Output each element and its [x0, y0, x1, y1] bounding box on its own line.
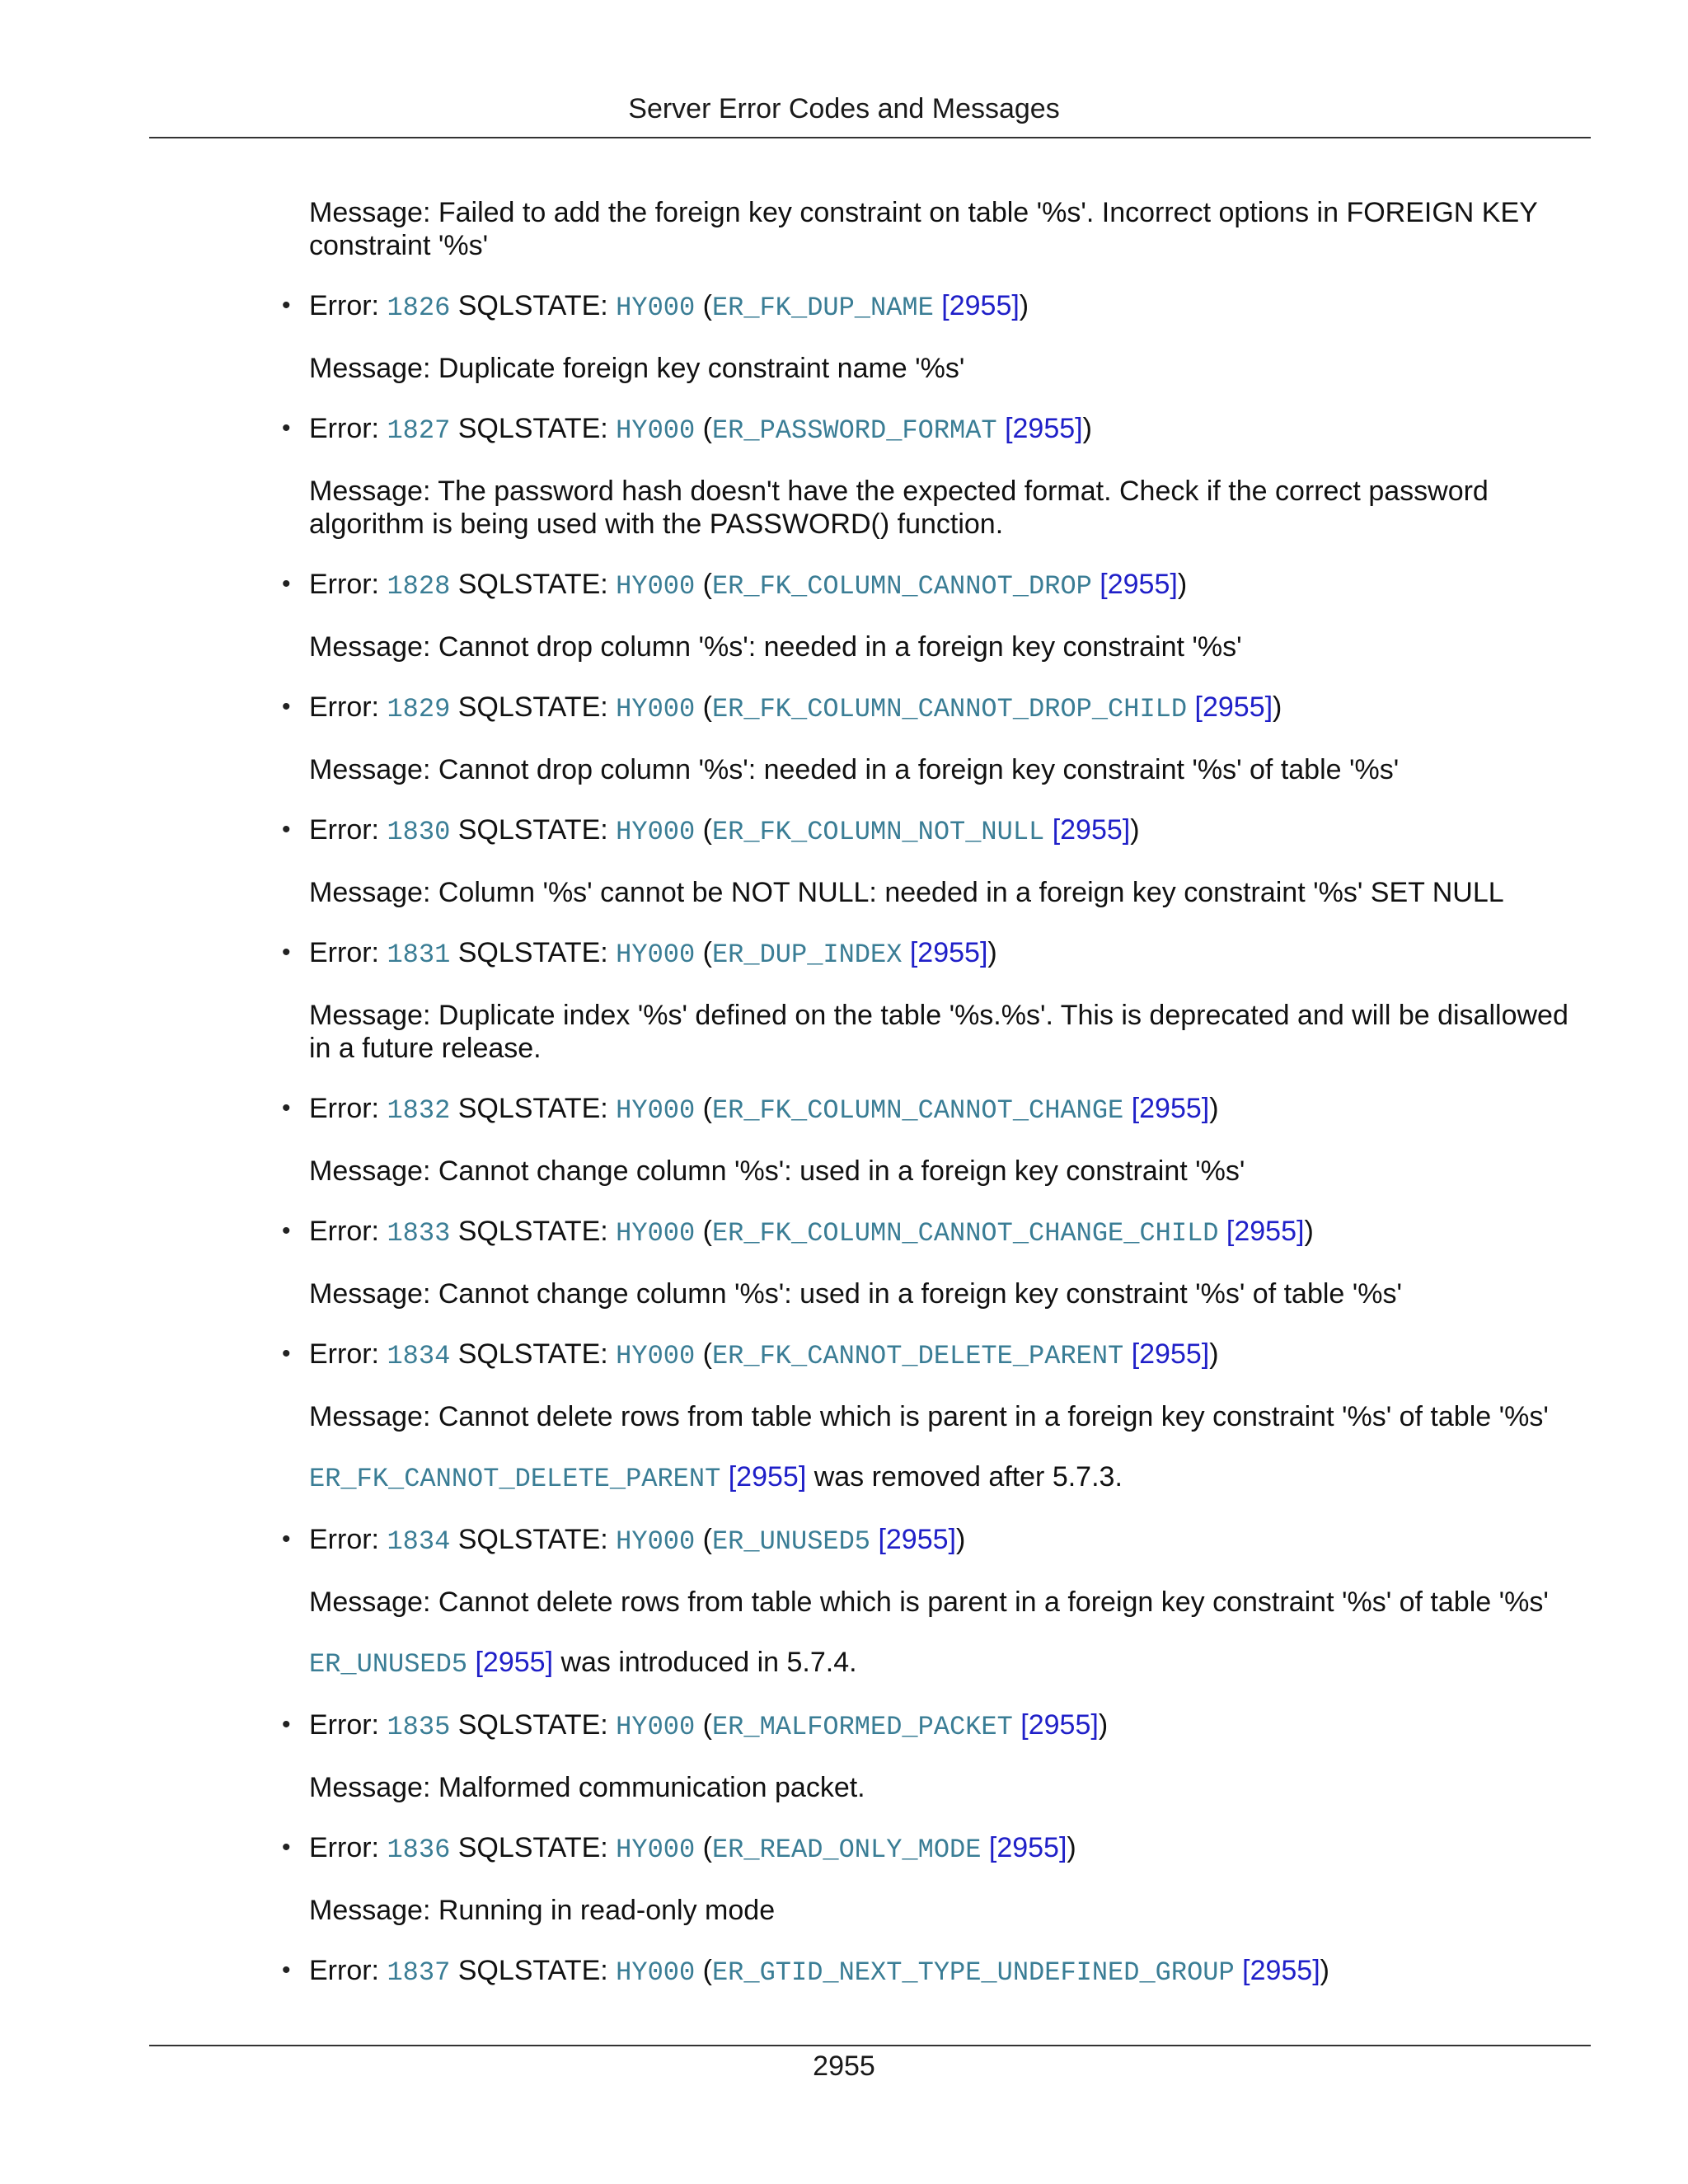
space — [997, 413, 1005, 444]
error-label: Error: — [309, 1832, 387, 1863]
sqlstate-label: SQLSTATE: — [450, 1216, 617, 1247]
page-ref-link[interactable]: [2955] — [941, 290, 1020, 321]
error-symbol-link[interactable]: ER_FK_COLUMN_NOT_NULL — [711, 817, 1045, 847]
space — [1235, 1955, 1242, 1986]
close-paren: ) — [955, 1524, 966, 1555]
open-paren: ( — [695, 1524, 712, 1555]
error-message: Message: Duplicate foreign key constraint name '%s' — [309, 353, 965, 384]
error-symbol-link[interactable]: ER_UNUSED5 — [711, 1526, 870, 1557]
page-ref-link[interactable]: [2955] — [909, 937, 988, 968]
space — [902, 937, 909, 968]
close-paren: ) — [987, 937, 997, 968]
intro-message: Message: Failed to add the foreign key constraint on table '%s'. Incorrect options in FOREIGN KEY constraint '%s' — [309, 197, 1538, 261]
open-paren: ( — [695, 413, 712, 444]
open-paren: ( — [695, 569, 712, 600]
close-paren: ) — [1273, 691, 1282, 723]
error-entry — [282, 1708, 1595, 1744]
sqlstate-label: SQLSTATE: — [450, 413, 617, 444]
note-symbol-link[interactable]: ER_UNUSED5 — [309, 1649, 468, 1680]
page-ref-link[interactable]: [2955] — [1242, 1955, 1320, 1986]
sqlstate-label: SQLSTATE: — [450, 1709, 617, 1741]
bullet-icon: • — [282, 1834, 291, 1861]
error-entry — [282, 1523, 1595, 1558]
error-code: 1828 — [387, 571, 451, 602]
error-code: 1832 — [387, 1095, 451, 1126]
error-symbol-link[interactable]: ER_MALFORMED_PACKET — [711, 1712, 1013, 1742]
close-paren: ) — [1320, 1955, 1329, 1986]
error-message: Message: Cannot delete rows from table which is parent in a foreign key constraint '%s' of table '%s' — [309, 1586, 1549, 1618]
header-rule — [149, 137, 1591, 138]
page-ref-link[interactable]: [2955] — [1131, 1093, 1210, 1124]
open-paren: ( — [695, 1832, 712, 1863]
sqlstate-label: SQLSTATE: — [450, 814, 617, 846]
error-label: Error: — [309, 290, 387, 321]
bullet-icon: • — [282, 1957, 291, 1984]
sqlstate-label: SQLSTATE: — [450, 1338, 617, 1370]
error-entry — [282, 691, 1595, 726]
open-paren: ( — [695, 1709, 712, 1741]
error-symbol-link[interactable]: ER_FK_COLUMN_CANNOT_CHANGE — [711, 1095, 1124, 1126]
open-paren: ( — [695, 814, 712, 846]
open-paren: ( — [695, 1093, 712, 1124]
note-text: was introduced in 5.7.4. — [553, 1647, 857, 1678]
error-code: 1837 — [387, 1957, 451, 1988]
error-entry — [282, 813, 1595, 849]
sqlstate-label: SQLSTATE: — [450, 290, 617, 321]
note-text: was removed after 5.7.3. — [806, 1461, 1123, 1493]
page-ref-link[interactable]: [2955] — [1052, 814, 1131, 846]
error-symbol-link[interactable]: ER_READ_ONLY_MODE — [711, 1835, 982, 1865]
space — [1187, 691, 1194, 723]
error-label: Error: — [309, 1338, 387, 1370]
bullet-icon: • — [282, 693, 291, 720]
note-page-ref-link[interactable]: [2955] — [475, 1647, 554, 1678]
sqlstate-link[interactable]: HY000 — [616, 940, 696, 970]
page-ref-link[interactable]: [2955] — [1005, 413, 1083, 444]
bullet-icon: • — [282, 1526, 291, 1553]
error-message: Message: The password hash doesn't have the expected format. Check if the correct password algorithm is being used with the PASSWORD() function. — [309, 476, 1489, 540]
bullet-icon: • — [282, 292, 291, 319]
error-message: Message: Cannot delete rows from table which is parent in a foreign key constraint '%s' of table '%s' — [309, 1401, 1549, 1432]
error-message: Message: Cannot drop column '%s': needed in a foreign key constraint '%s' — [309, 631, 1242, 663]
error-symbol-link[interactable]: ER_PASSWORD_FORMAT — [711, 415, 997, 446]
space — [934, 290, 941, 321]
page-ref-link[interactable]: [2955] — [1226, 1216, 1305, 1247]
error-label: Error: — [309, 1216, 387, 1247]
error-entry — [282, 1215, 1595, 1250]
sqlstate-link[interactable]: HY000 — [616, 293, 696, 323]
error-code: 1833 — [387, 1218, 451, 1249]
open-paren: ( — [695, 937, 712, 968]
close-paren: ) — [1130, 814, 1140, 846]
page-ref-link[interactable]: [2955] — [878, 1524, 956, 1555]
error-entry — [282, 1338, 1595, 1373]
sqlstate-link[interactable]: HY000 — [616, 1835, 696, 1865]
error-message: Message: Cannot change column '%s': used in a foreign key constraint '%s' of table '%s' — [309, 1278, 1402, 1310]
bullet-icon: • — [282, 1217, 291, 1244]
error-entry — [282, 412, 1595, 448]
close-paren: ) — [1304, 1216, 1314, 1247]
error-message: Message: Malformed communication packet. — [309, 1772, 865, 1803]
page-ref-link[interactable]: [2955] — [1194, 691, 1273, 723]
bullet-icon: • — [282, 1711, 291, 1738]
bullet-icon: • — [282, 415, 291, 442]
error-message: Message: Duplicate index '%s' defined on the table '%s.%s'. This is deprecated and will be disallowed in a future release. — [309, 1000, 1568, 1064]
sqlstate-label: SQLSTATE: — [450, 569, 617, 600]
sqlstate-link[interactable]: HY000 — [616, 1218, 696, 1249]
sqlstate-label: SQLSTATE: — [450, 1832, 617, 1863]
error-label: Error: — [309, 1709, 387, 1741]
error-code: 1835 — [387, 1712, 451, 1742]
sqlstate-link[interactable]: HY000 — [616, 694, 696, 724]
error-symbol-link[interactable]: ER_FK_COLUMN_CANNOT_DROP_CHILD — [711, 694, 1188, 724]
footer-rule — [149, 2045, 1591, 2046]
error-label: Error: — [309, 1093, 387, 1124]
error-symbol-link[interactable]: ER_DUP_INDEX — [711, 940, 903, 970]
error-label: Error: — [309, 814, 387, 846]
close-paren: ) — [1067, 1832, 1076, 1863]
error-label: Error: — [309, 691, 387, 723]
open-paren: ( — [695, 691, 712, 723]
space — [1044, 814, 1052, 846]
close-paren: ) — [1209, 1093, 1219, 1124]
error-code: 1834 — [387, 1526, 451, 1557]
open-paren: ( — [695, 1955, 712, 1986]
close-paren: ) — [1177, 569, 1188, 600]
sqlstate-link[interactable]: HY000 — [616, 1341, 696, 1371]
error-entry — [282, 289, 1595, 325]
error-code: 1829 — [387, 694, 451, 724]
bullet-icon: • — [282, 1340, 291, 1367]
bullet-icon: • — [282, 1094, 291, 1122]
version-note — [309, 1460, 1595, 1496]
error-message: Message: Cannot change column '%s': used in a foreign key constraint '%s' — [309, 1155, 1245, 1187]
sqlstate-link[interactable]: HY000 — [616, 817, 696, 847]
error-label: Error: — [309, 569, 387, 600]
error-list — [282, 196, 1595, 2017]
sqlstate-label: SQLSTATE: — [450, 937, 617, 968]
page-ref-link[interactable]: [2955] — [988, 1832, 1067, 1863]
space — [720, 1461, 728, 1493]
error-entry — [282, 1092, 1595, 1127]
error-code: 1831 — [387, 940, 451, 970]
open-paren: ( — [695, 1338, 712, 1370]
space — [1218, 1216, 1226, 1247]
sqlstate-link[interactable]: HY000 — [616, 1957, 696, 1988]
error-code: 1830 — [387, 817, 451, 847]
error-code: 1834 — [387, 1341, 451, 1371]
page-header: Server Error Codes and Messages — [628, 93, 1060, 124]
page-ref-link[interactable]: [2955] — [1131, 1338, 1210, 1370]
bullet-icon: • — [282, 939, 291, 966]
error-code: 1836 — [387, 1835, 451, 1865]
error-label: Error: — [309, 413, 387, 444]
open-paren: ( — [695, 290, 712, 321]
space — [1123, 1338, 1131, 1370]
error-symbol-link[interactable]: ER_FK_DUP_NAME — [711, 293, 934, 323]
space — [981, 1832, 988, 1863]
error-label: Error: — [309, 1955, 387, 1986]
error-message: Message: Cannot drop column '%s': needed in a foreign key constraint '%s' of table '%s' — [309, 754, 1400, 785]
note-symbol-link[interactable]: ER_FK_CANNOT_DELETE_PARENT — [309, 1464, 721, 1494]
error-message: Message: Running in read-only mode — [309, 1895, 776, 1926]
error-symbol-link[interactable]: ER_FK_COLUMN_CANNOT_CHANGE_CHILD — [711, 1218, 1219, 1249]
close-paren: ) — [1098, 1709, 1109, 1741]
version-note — [309, 1646, 1595, 1681]
error-symbol-link[interactable]: ER_FK_COLUMN_CANNOT_DROP — [711, 571, 1092, 602]
sqlstate-link[interactable]: HY000 — [616, 1712, 696, 1742]
error-entry — [282, 936, 1595, 972]
note-page-ref-link[interactable]: [2955] — [728, 1461, 807, 1493]
page-ref-link[interactable]: [2955] — [1020, 1709, 1099, 1741]
error-message: Message: Column '%s' cannot be NOT NULL: needed in a foreign key constraint '%s' SET NULL — [309, 877, 1504, 908]
space — [1013, 1709, 1020, 1741]
page-ref-link[interactable]: [2955] — [1100, 569, 1178, 600]
sqlstate-link[interactable]: HY000 — [616, 1095, 696, 1126]
error-symbol-link[interactable]: ER_GTID_NEXT_TYPE_UNDEFINED_GROUP — [711, 1957, 1235, 1988]
close-paren: ) — [1019, 290, 1029, 321]
error-entry — [282, 568, 1595, 603]
sqlstate-label: SQLSTATE: — [450, 691, 617, 723]
sqlstate-label: SQLSTATE: — [450, 1955, 617, 1986]
page-number: 2955 — [813, 2050, 875, 2082]
entries-container — [282, 289, 1595, 1990]
sqlstate-link[interactable]: HY000 — [616, 415, 696, 446]
close-paren: ) — [1082, 413, 1092, 444]
space — [1123, 1093, 1131, 1124]
bullet-icon: • — [282, 570, 291, 598]
error-entry — [282, 1831, 1595, 1867]
error-label: Error: — [309, 937, 387, 968]
bullet-icon: • — [282, 816, 291, 843]
error-label: Error: — [309, 1524, 387, 1555]
sqlstate-link[interactable]: HY000 — [616, 571, 696, 602]
error-symbol-link[interactable]: ER_FK_CANNOT_DELETE_PARENT — [711, 1341, 1124, 1371]
space — [1092, 569, 1100, 600]
error-code: 1826 — [387, 293, 451, 323]
sqlstate-link[interactable]: HY000 — [616, 1526, 696, 1557]
sqlstate-label: SQLSTATE: — [450, 1093, 617, 1124]
open-paren: ( — [695, 1216, 712, 1247]
close-paren: ) — [1209, 1338, 1219, 1370]
error-entry — [282, 1954, 1595, 1990]
sqlstate-label: SQLSTATE: — [450, 1524, 617, 1555]
error-code: 1827 — [387, 415, 451, 446]
